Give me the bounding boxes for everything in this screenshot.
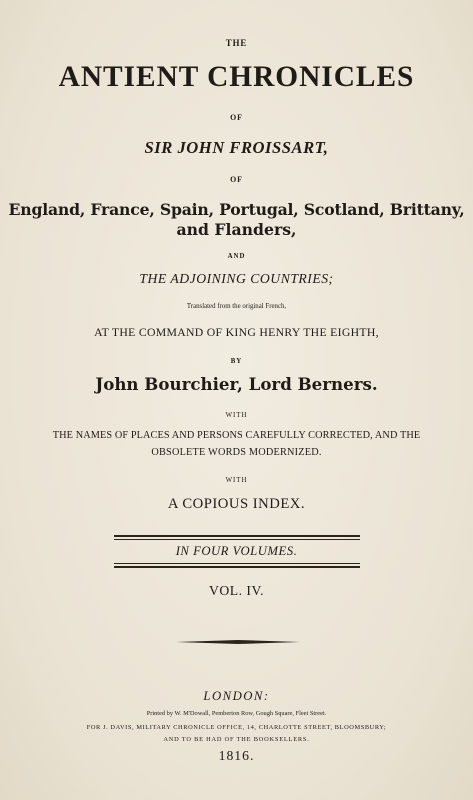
printer-line: Printed by W. M'Dowall, Pemberton Row, Gough Square, Fleet Street.	[146, 710, 327, 717]
publisher-line: FOR J. DAVIS, MILITARY CHRONICLE OFFICE, 14, CHARLOTTE STREET, BLOOMSBURY;	[86, 724, 387, 731]
copious-index: A COPIOUS INDEX.	[167, 496, 306, 512]
countries-line-2: and Flanders,	[176, 220, 297, 239]
book-title: ANTIENT CHRONICLES	[58, 60, 415, 93]
volumes-count: IN FOUR VOLUMES.	[175, 543, 298, 558]
translated-note: Translated from the original French,	[186, 302, 287, 310]
booksellers-line: AND TO BE HAD OF THE BOOKSELLERS.	[163, 736, 310, 743]
rule-lower-thin	[114, 563, 360, 564]
of-text-1: OF	[230, 113, 243, 122]
imprint-place: LONDON:	[203, 688, 270, 703]
author-name: SIR JOHN FROISSART,	[144, 138, 329, 157]
publication-year: 1816.	[218, 749, 255, 764]
of-text-2: OF	[230, 175, 243, 184]
rule-upper-thick	[114, 535, 360, 537]
royal-command: AT THE COMMAND OF KING HENRY THE EIGHTH,	[94, 325, 379, 339]
volume-number: VOL. IV.	[208, 584, 265, 599]
with-text-2: WITH	[225, 476, 248, 484]
adjoining-countries: THE ADJOINING COUNTRIES;	[139, 272, 334, 287]
by-text: BY	[230, 357, 243, 365]
names-line-2: OBSOLETE WORDS MODERNIZED.	[151, 447, 322, 458]
rule-lower-thick	[114, 566, 360, 568]
and-text: AND	[227, 252, 246, 260]
with-text-1: WITH	[225, 411, 248, 419]
translator-name: John Bourchier, Lord Berners.	[95, 375, 378, 395]
article-the: THE	[225, 38, 248, 48]
countries-line-1: England, France, Spain, Portugal, Scotland, Brittany,	[8, 200, 465, 219]
names-line-1: THE NAMES OF PLACES AND PERSONS CAREFULLY CORRECTED, AND THE	[52, 430, 421, 441]
ornamental-rule	[176, 640, 300, 644]
rule-upper-thin	[114, 539, 360, 540]
